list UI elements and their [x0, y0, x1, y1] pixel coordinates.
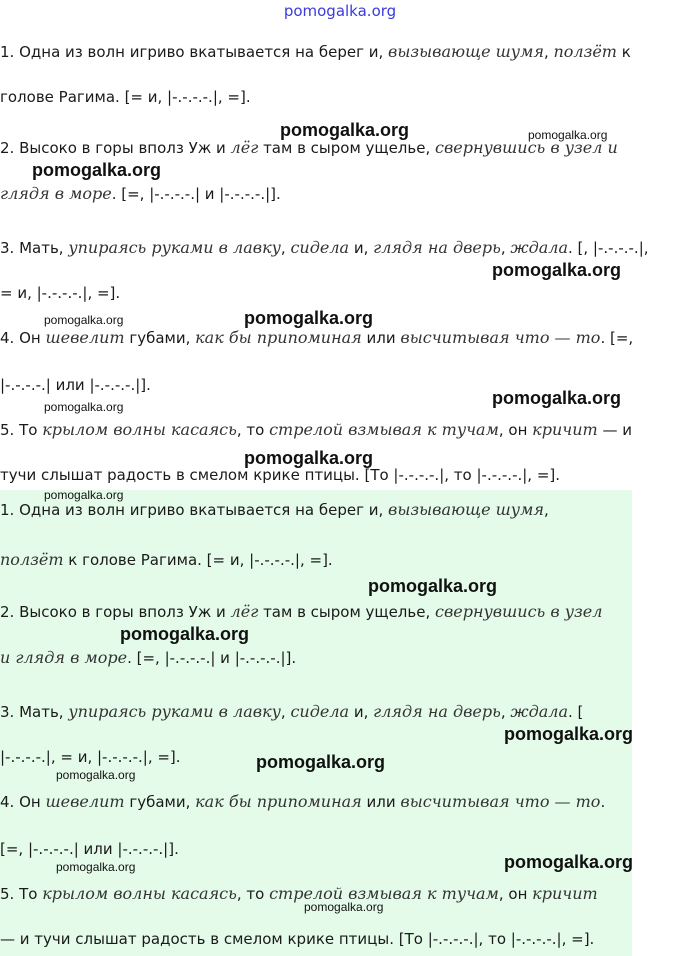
- block2-s2-line2: и глядя в море. [=, |-.-.-.-.| и |-.-.-.-.|].: [0, 648, 297, 667]
- block1-s1-line2: голове Рагима. [= и, |-.-.-.-.|, =].: [0, 88, 251, 106]
- block1-s4-line2: |-.-.-.-.| или |-.-.-.-.|].: [0, 376, 151, 394]
- watermark: pomogalka.org: [504, 852, 634, 872]
- block2-s3-line1: 3. Мать, упираясь руками в лавку, сидела и, глядя на дверь, ждала. [: [0, 702, 584, 721]
- block1-s3-line2: = и, |-.-.-.-.|, =].: [0, 284, 121, 302]
- watermark: pomogalka.org: [504, 724, 634, 744]
- watermark: pomogalka.org: [280, 120, 410, 140]
- block2-s5-line2: — и тучи слышат радость в смелом крике птицы. [То |-.-.-.-.|, то |-.-.-.-.|, =].: [0, 930, 595, 948]
- watermark: pomogalka.org: [44, 313, 124, 327]
- block1-s5-line1: 5. То крылом волны касаясь, то стрелой взмывая к тучам, он кричит — и: [0, 420, 632, 439]
- block1-s3-line1: 3. Мать, упираясь руками в лавку, сидела и, глядя на дверь, ждала. [, |-.-.-.-.|,: [0, 238, 649, 257]
- watermark: pomogalka.org: [44, 488, 124, 502]
- watermark: pomogalka.org: [256, 752, 386, 772]
- watermark: pomogalka.org: [120, 624, 250, 644]
- block2-s4-line2: [=, |-.-.-.-.| или |-.-.-.-.|].: [0, 840, 179, 858]
- block2-s3-line2: |-.-.-.-.|, = и, |-.-.-.-.|, =].: [0, 748, 181, 766]
- watermark: pomogalka.org: [56, 768, 136, 782]
- watermark: pomogalka.org: [492, 388, 622, 408]
- block2-s1-line1: 1. Одна из волн игриво вкатывается на берег и, вызывающе шумя,: [0, 500, 549, 519]
- block1-s2-line2: глядя в море. [=, |-.-.-.-.| и |-.-.-.-.|].: [0, 184, 281, 203]
- block2-s2-line1: 2. Высоко в горы вполз Уж и лёг там в сыром ущелье, свернувшись в узел: [0, 602, 603, 621]
- block1-s5-line2: тучи слышат радость в смелом крике птицы. [То |-.-.-.-.|, то |-.-.-.-.|, =].: [0, 466, 561, 484]
- block1-s2-line1: 2. Высоко в горы вполз Уж и лёг там в сыром ущелье, свернувшись в узел и: [0, 138, 618, 157]
- watermark: pomogalka.org: [244, 308, 374, 328]
- watermark: pomogalka.org: [492, 260, 622, 280]
- block2-s1-line2: ползёт к голове Рагима. [= и, |-.-.-.-.|, =].: [0, 550, 333, 569]
- watermark: pomogalka.org: [56, 860, 136, 874]
- watermark: pomogalka.org: [368, 576, 498, 596]
- watermark: pomogalka.org: [528, 128, 608, 142]
- watermark: pomogalka.org: [44, 400, 124, 414]
- site-header-link[interactable]: pomogalka.org: [283, 2, 397, 20]
- watermark: pomogalka.org: [304, 900, 384, 914]
- block2-s5-line1: 5. То крылом волны касаясь, то стрелой взмывая к тучам, он кричит: [0, 884, 598, 903]
- block1-s4-line1: 4. Он шевелит губами, как бы припоминая или высчитывая что — то. [=,: [0, 328, 634, 347]
- watermark: pomogalka.org: [244, 448, 374, 468]
- block2-s4-line1: 4. Он шевелит губами, как бы припоминая или высчитывая что — то.: [0, 792, 606, 811]
- block1-s1-line1: 1. Одна из волн игриво вкатывается на берег и, вызывающе шумя, ползёт к: [0, 42, 631, 61]
- watermark: pomogalka.org: [32, 160, 162, 180]
